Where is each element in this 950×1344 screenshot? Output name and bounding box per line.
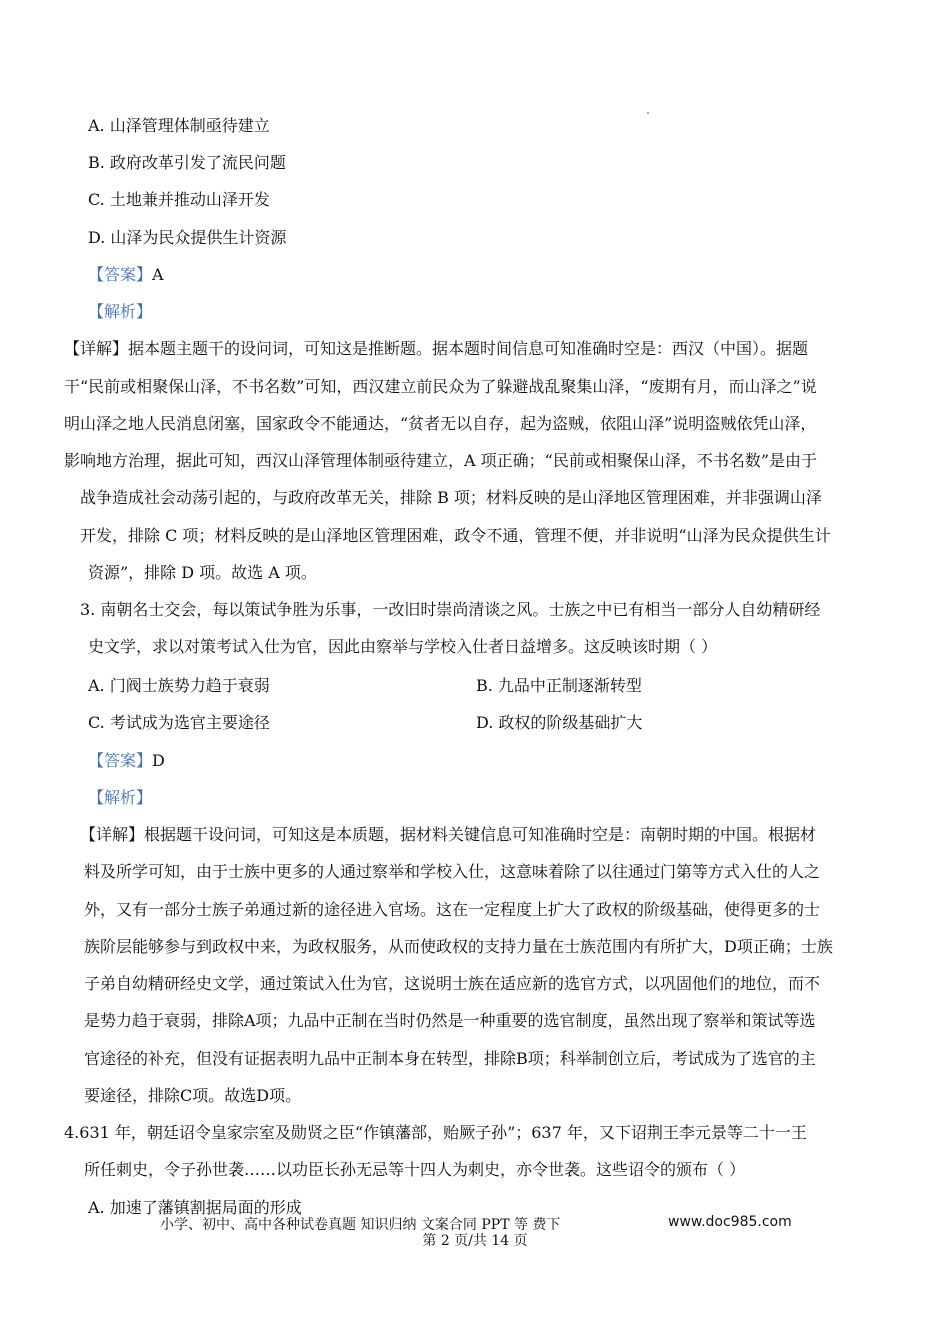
- q2-detail-line: 影响地方治理，据此可知，西汉山泽管理体制亟待建立，A 项正确；“民前或相聚保山泽，不书名数”是由于: [64, 451, 818, 470]
- q3-analysis-label: 【解析】: [88, 788, 153, 807]
- q2-detail-line: 战争造成社会动荡引起的，与政府改革无关，排除 B 项；材料反映的是山泽地区管理困难，并非强调山泽: [80, 488, 822, 507]
- q3-detail-line: 外，又有一部分士族子弟通过新的途径进入官场。这在一定程度上扩大了政权的阶级基础，使得更多的士: [84, 900, 821, 919]
- answer-value: D: [152, 751, 165, 770]
- q4-option-a: A. 加速了藩镇割据局面的形成: [88, 1198, 302, 1217]
- q3-stem-line: 3. 南朝名士交会，每以策试争胜为乐事，一改旧时崇尚清谈之风。士族之中已有相当一部分人自幼精研经: [80, 600, 821, 619]
- q2-detail-line: 【详解】据本题主题干的设问词，可知这是推断题。据本题时间信息可知准确时空是：西汉（中国）。据题: [64, 339, 809, 358]
- q3-option-c: C. 考试成为选官主要途径: [88, 713, 270, 732]
- q3-option-b: B. 九品中正制逐渐转型: [476, 676, 642, 695]
- q3-detail-line: 子弟自幼精研经史文学，通过策试入仕为官，这说明士族在适应新的选官方式，以巩固他们的地位，而不: [84, 974, 821, 993]
- answer-value: A: [152, 265, 164, 284]
- q2-analysis-label: 【解析】: [88, 302, 153, 321]
- q3-option-a: A. 门阀士族势力趋于衰弱: [88, 676, 270, 695]
- q3-detail-line: 族阶层能够参与到政权中来，为政权服务，从而使政权的支持力量在士族范围内有所扩大，D项正确；士族: [84, 937, 833, 956]
- q2-detail-line: 干“民前或相聚保山泽，不书名数”可知，西汉建立前民众为了躲避战乱聚集山泽，“废期有月，而山泽之”说: [64, 377, 817, 396]
- footer-ad-text: 小学、初中、高中各种试卷真题 知识归纳 文案合同 PPT 等 费下: [160, 1217, 561, 1233]
- q3-option-d: D. 政权的阶级基础扩大: [476, 713, 643, 732]
- answer-label: 【答案】: [88, 265, 153, 284]
- q2-detail-line: 资源”，排除 D 项。故选 A 项。: [88, 563, 317, 582]
- q3-stem-line: 史文学，求以对策考试入仕为官，因此由察举与学校入仕者日益增多。这反映该时期（ ）: [88, 637, 718, 656]
- answer-label: 【答案】: [88, 751, 153, 770]
- footer-url[interactable]: www.doc985.com: [668, 1214, 792, 1230]
- q3-detail-line: 官途径的补充，但没有证据表明九品中正制本身在转型，排除B项；科举制创立后，考试成为了选官的主: [84, 1049, 816, 1068]
- q4-stem-line: 4.631 年，朝廷诏令皇家宗室及勋贤之臣“作镇藩部，贻厥子孙”；637 年，又下诏荆王李元景等二十一王: [64, 1123, 807, 1142]
- stray-mark: [647, 112, 649, 114]
- q3-detail-line: 是势力趋于衰弱，排除A项；九品中正制在当时仍然是一种重要的选官制度，虽然出现了察举和策试等选: [84, 1011, 816, 1030]
- q3-detail-line: 要途径，排除C项。故选D项。: [84, 1086, 302, 1105]
- q3-detail-line: 【详解】根据题干设问词，可知这是本质题，据材料关键信息可知准确时空是：南朝时期的中国。根据材: [80, 825, 817, 844]
- q2-option-d: D. 山泽为民众提供生计资源: [88, 228, 287, 247]
- q2-detail-line: 明山泽之地人民消息闭塞，国家政令不能通达，“贫者无以自存，起为盗贼，依阻山泽”说明盗贼依凭山泽，: [64, 414, 817, 433]
- q2-detail-line: 开发，排除 C 项；材料反映的是山泽地区管理困难，政令不通，管理不便，并非说明“山泽为民众提供生计: [80, 526, 831, 545]
- q2-option-c: C. 土地兼并推动山泽开发: [88, 190, 270, 209]
- q3-detail-line: 料及所学可知，由于士族中更多的人通过察举和学校入仕，这意味着除了以往通过门第等方式入仕的人之: [84, 862, 821, 881]
- q4-stem-line: 所任刺史，令子孙世袭……以功臣长孙无忌等十四人为刺史，亦令世袭。这些诏令的颁布（ ）: [84, 1160, 746, 1179]
- q2-option-a: A. 山泽管理体制亟待建立: [88, 116, 270, 135]
- q2-option-b: B. 政府改革引发了流民问题: [88, 153, 286, 172]
- page-number: 第 2 页/共 14 页: [422, 1233, 528, 1249]
- q3-answer: [88, 751, 165, 771]
- q2-answer: [88, 265, 164, 285]
